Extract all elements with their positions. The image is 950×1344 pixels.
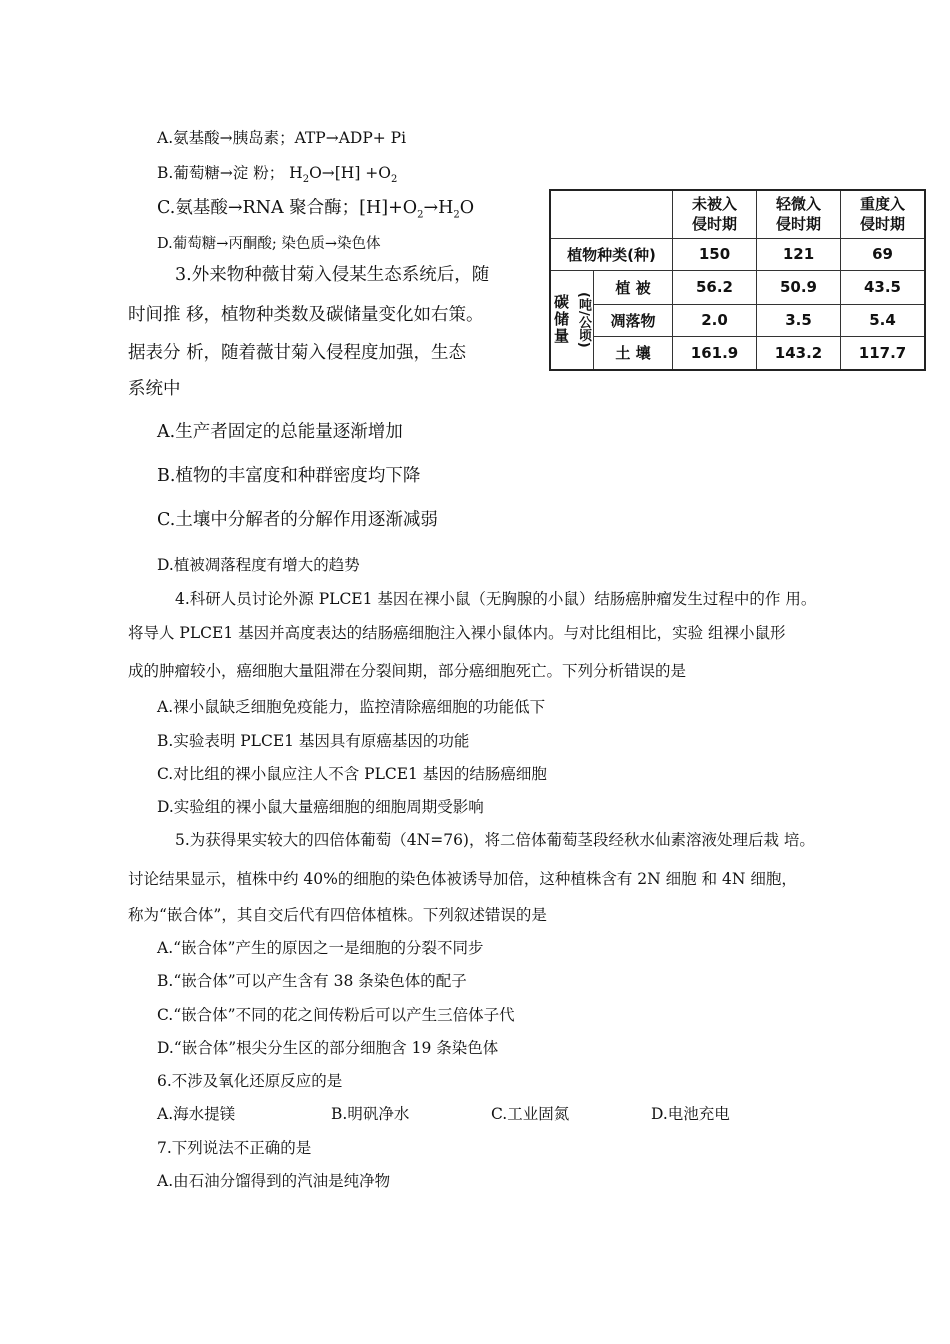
q5-stem-line-2: 讨论结果显示，植株中约 40%的细胞的染色体被诱导加倍，这种植株含有 2N 细胞 和 4N 细胞，: [128, 870, 797, 888]
q3-option-a: A.生产者固定的总能量逐渐增加: [157, 422, 403, 442]
table-corner: [550, 190, 673, 238]
q6-option-c: C.工业固氮: [491, 1105, 570, 1123]
q5-option-c: C.“嵌合体”不同的花之间传粉后可以产生三倍体子代: [157, 1006, 515, 1024]
q5-option-b: B.“嵌合体”可以产生含有 38 条染色体的配子: [157, 972, 467, 990]
q6-option-b: B.明矾净水: [331, 1105, 410, 1123]
q4-option-c: C.对比组的裸小鼠应注人不含 PLCE1 基因的结肠癌细胞: [157, 765, 547, 783]
q6-option-a: A.海水提镁: [157, 1105, 236, 1123]
q3-stem-line-4: 系统中: [128, 379, 181, 399]
header-uninvaded: 未被入 侵时期: [673, 190, 757, 238]
q4-option-d: D.实验组的裸小鼠大量癌细胞的细胞周期受影响: [157, 798, 484, 816]
q2-option-d: D.葡萄糖→丙酮酸; 染色质→染色体: [157, 236, 381, 252]
q5-option-d: D.“嵌合体”根尖分生区的部分细胞含 19 条染色体: [157, 1039, 499, 1057]
q4-stem-line-3: 成的肿瘤较小，癌细胞大量阻滞在分裂间期，部分癌细胞死亡。下列分析错误的是: [128, 662, 687, 680]
row-label-vegetation: 植 被: [594, 270, 673, 304]
q3-option-c: C.土壤中分解者的分解作用逐渐减弱: [157, 510, 438, 530]
table-cell: 2.0: [673, 304, 757, 336]
q4-stem-line-2: 将导人 PLCE1 基因并高度表达的结肠癌细胞注入裸小鼠体内。与对比组相比，实验 组裸小鼠形: [128, 624, 786, 642]
carbon-storage-label: 碳储量 (吨/公顷): [550, 270, 594, 370]
species-label: 植物种类(种): [550, 238, 673, 270]
q7-option-a: A.由石油分馏得到的汽油是纯净物: [157, 1172, 391, 1190]
q5-stem-line-1: 5.为获得果实较大的四倍体葡萄（4N=76)，将二倍体葡萄茎段经秋水仙素溶液处理后栽 培。: [175, 831, 815, 849]
q3-option-d: D.植被凋落程度有增大的趋势: [157, 556, 360, 574]
q2-option-b: B.葡萄糖→淀 粉； $H_2O\to[H] +O_2$: [157, 164, 398, 186]
q4-option-b: B.实验表明 PLCE1 基因具有原癌基因的功能: [157, 732, 470, 750]
q3-stem-line-2: 时间推 移，植物种类数及碳储量变化如右策。: [128, 305, 484, 325]
q4-stem-line-1: 4.科研人员讨论外源 PLCE1 基因在裸小鼠（无胸腺的小鼠）结肠癌肿瘤发生过程中的作 用。: [175, 590, 817, 608]
species-value: 69: [841, 238, 926, 270]
carbon-storage-table: [549, 189, 926, 371]
table-cell: 117.7: [841, 336, 926, 370]
q3-option-b: B.植物的丰富度和种群密度均下降: [157, 466, 421, 486]
row-label-soil: 土 壤: [594, 336, 673, 370]
table-cell: 43.5: [841, 270, 926, 304]
q6-stem: 6.不涉及氧化还原反应的是: [157, 1072, 343, 1090]
q2-option-a: A.氨基酸→胰岛素；ATP→ADP+ Pi: [157, 129, 407, 147]
q6-option-d: D.电池充电: [651, 1105, 730, 1123]
table-cell: 5.4: [841, 304, 926, 336]
table-cell: 56.2: [673, 270, 757, 304]
q3-stem-line-3: 据表分 析，随着薇甘菊入侵程度加强，生态: [128, 343, 467, 363]
table-cell: 50.9: [757, 270, 841, 304]
header-light-invasion: 轻微入 侵时期: [757, 190, 841, 238]
table-cell: 161.9: [673, 336, 757, 370]
row-label-litter: 凋落物: [594, 304, 673, 336]
q5-stem-line-3: 称为“嵌合体”，其自交后代有四倍体植株。下列叙述错误的是: [128, 906, 547, 924]
table-cell: 3.5: [757, 304, 841, 336]
header-heavy-invasion: 重度入 侵时期: [841, 190, 926, 238]
species-value: 121: [757, 238, 841, 270]
table-cell: 143.2: [757, 336, 841, 370]
q3-stem-line-1: 3.外来物种薇甘菊入侵某生态系统后，随: [175, 265, 490, 285]
q2-option-c: C.氨基酸→RNA 聚合酶；$[H]+O_2\to H_2O$: [157, 198, 475, 221]
q4-option-a: A.裸小鼠缺乏细胞免疫能力，监控清除癌细胞的功能低下: [157, 698, 546, 716]
q5-option-a: A.“嵌合体”产生的原因之一是细胞的分裂不同步: [157, 939, 484, 957]
species-value: 150: [673, 238, 757, 270]
q7-stem: 7.下列说法不正确的是: [157, 1139, 312, 1157]
